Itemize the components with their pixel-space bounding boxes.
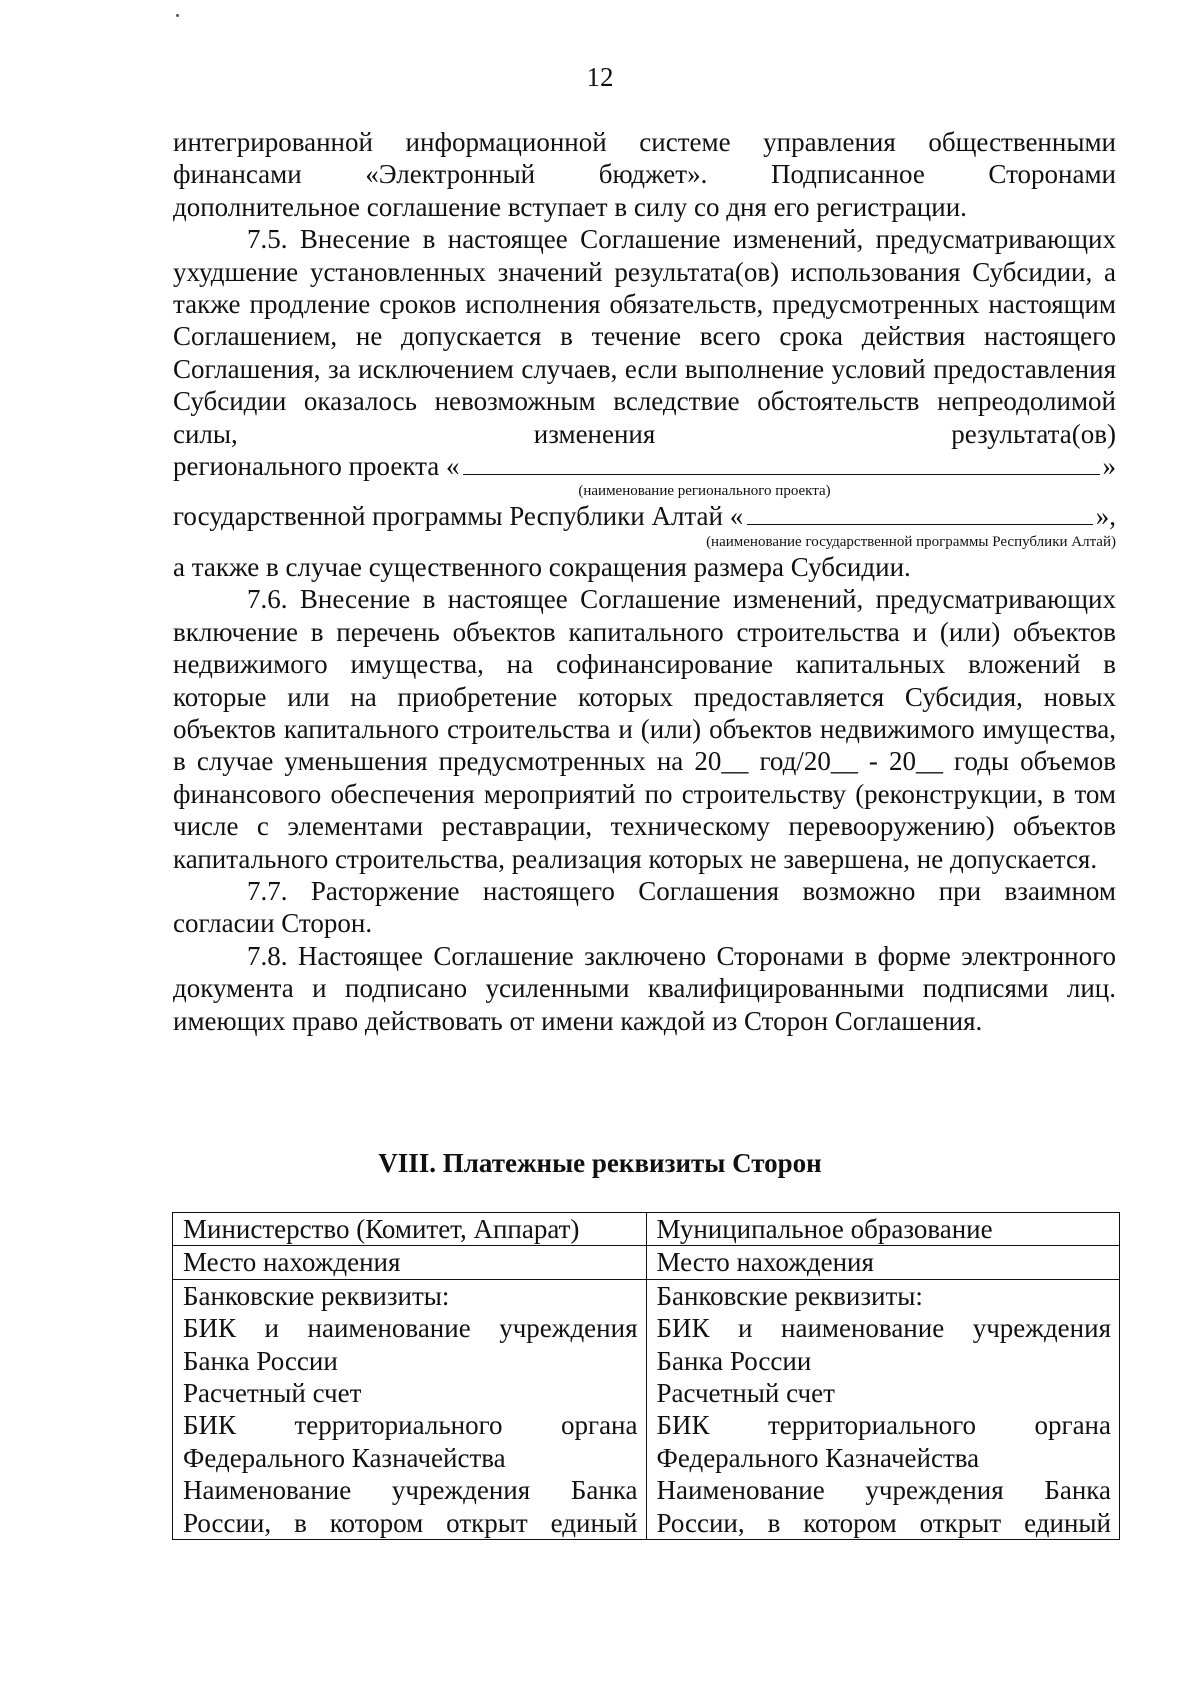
table-row [173, 1213, 1120, 1246]
paragraph-7-5-end: а также в случае существенного сокращения размера Субсидии. [173, 551, 911, 582]
right-location-cell: Место нахождения [646, 1246, 1120, 1279]
regional-project-prefix: регионального проекта « [173, 451, 460, 482]
requisites-table [172, 1212, 1120, 1540]
paragraph-line: интегрированной информационной системе управления общественными [173, 127, 1116, 157]
bank-label: Банковские реквизиты: [183, 1280, 450, 1311]
left-location-cell: Место нахождения [173, 1246, 647, 1279]
regional-project-line [173, 450, 1116, 482]
state-program-blank [747, 502, 1093, 525]
table-row [173, 1279, 1120, 1539]
bik-tofk-line: БИК территориального органа [183, 1410, 638, 1441]
state-program-suffix: », [1095, 501, 1116, 532]
paragraph-7-5: 7.5. Внесение в настоящее Соглашение изменений, предусматривающих ухудшение установленных значений результата(ов) использования Субсидии, а также продление сроков исполнения обязательств, предусмотренных настоящим Соглашением, не допускается в течение всего срока действия настоящего Соглашения, за исключением случаев, если выполнение условий предоставления Субсидии оказалось невозможным вследствие обстоятельств непреодолимой силы, изменения результата(ов) [173, 224, 1116, 449]
state-program-caption: (наименование государственной программы Республики Алтай) [706, 533, 1116, 550]
account-line: Расчетный счет [656, 1378, 835, 1409]
left-header-cell: Министерство (Комитет, Аппарат) [173, 1213, 647, 1246]
bank-label: Банковские реквизиты: [656, 1280, 923, 1311]
bank-name-line: России, в котором открыт единый [656, 1507, 1111, 1538]
paragraph-line: финансами «Электронный бюджет». Подписанное Сторонами [173, 159, 1116, 190]
paragraph-line: дополнительное соглашение вступает в силу со дня его регистрации. [173, 191, 967, 222]
page-number: 12 [586, 62, 614, 92]
bank-name-line: Наименование учреждения Банка [183, 1475, 638, 1506]
bik-line: БИК и наименование учреждения [183, 1313, 638, 1344]
bik-line: БИК и наименование учреждения [656, 1313, 1111, 1344]
regional-project-caption: (наименование регионального проекта) [578, 483, 831, 500]
body-text [173, 126, 1116, 1037]
section-heading: VIII. Платежные реквизиты Сторон [378, 1148, 822, 1178]
bank-name-line: Наименование учреждения Банка [656, 1475, 1111, 1506]
paragraph-7-8: 7.8. Настоящее Соглашение заключено Сторонами в форме электронного документа и подписано усиленными квалифицированными подписями лиц. имеющих право действовать от имени каждой из Сторон Соглашения. [173, 940, 1116, 1036]
bik-line: Банка России [656, 1345, 812, 1376]
right-header-cell: Муниципальное образование [646, 1213, 1120, 1246]
account-line: Расчетный счет [183, 1378, 362, 1409]
bik-line: Банка России [183, 1345, 338, 1376]
table-row [173, 1246, 1120, 1279]
bik-tofk-line: Федерального Казначейства [656, 1442, 980, 1473]
paragraph-7-6: 7.6. Внесение в настоящее Соглашение изменений, предусматривающих включение в перечень объектов капитального строительства и (или) объектов недвижимого имущества, на софинансирование капитальных вложений в которые или на приобретение которых предоставляется Субсидия, новых объектов капитального строительства и (или) объектов недвижимого имущества, в случае уменьшения предусмотренных на 20__ год/20__ - 20__ годы объемов финансового обеспечения мероприятий по строительству (реконструкции, в том числе с элементами реставрации, техническому перевооружению) объектов капитального строительства, реализация которых не завершена, не допускается. [173, 584, 1116, 874]
bank-name-line: России, в котором открыт единый [183, 1507, 638, 1538]
paragraph-7-7: 7.7. Расторжение настоящего Соглашения возможно при взаимном согласии Сторон. [173, 875, 1116, 939]
state-program-line [173, 500, 1116, 532]
right-bank-cell [646, 1279, 1120, 1539]
bik-tofk-line: Федерального Казначейства [183, 1442, 506, 1473]
state-program-prefix: государственной программы Республики Алтай « [173, 501, 744, 532]
regional-project-suffix: » [1102, 451, 1116, 482]
regional-project-blank [463, 452, 1099, 475]
left-bank-cell [173, 1279, 647, 1539]
bik-tofk-line: БИК территориального органа [656, 1410, 1111, 1441]
scan-speck [176, 14, 179, 17]
